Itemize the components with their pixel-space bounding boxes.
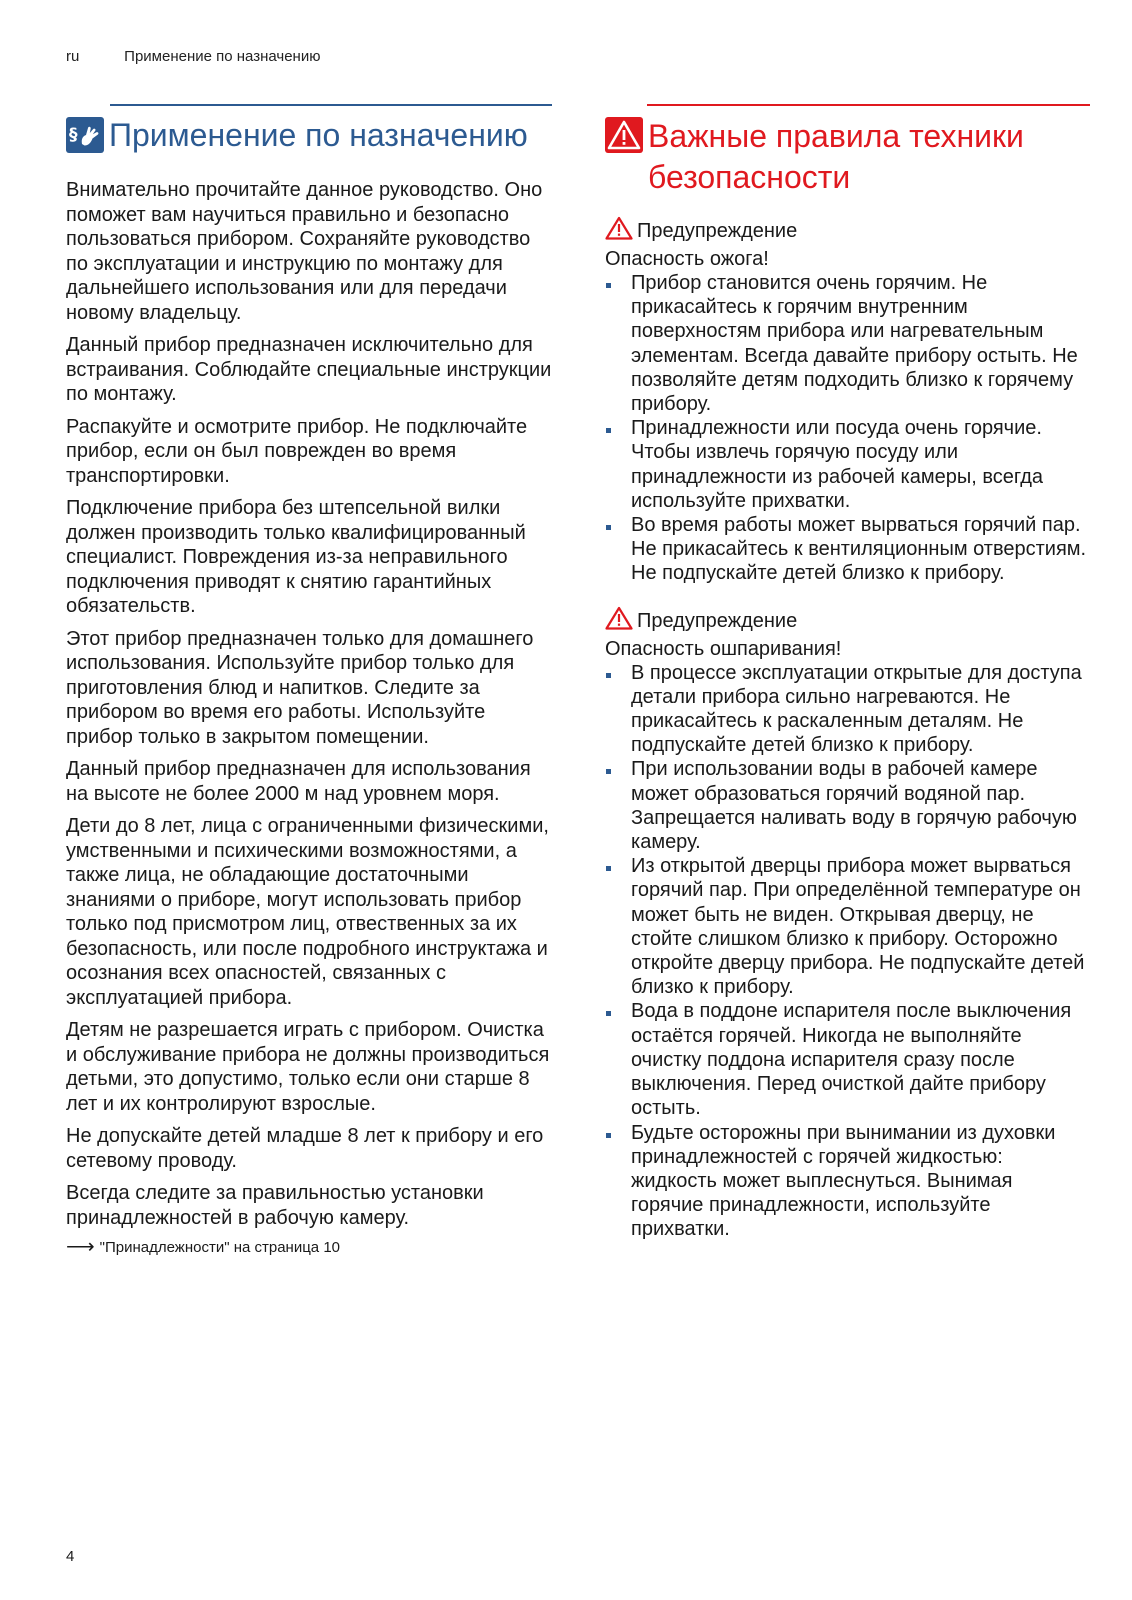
section-rule <box>110 104 552 106</box>
paragraph: Данный прибор предназначен для использования на высоте не более 2000 м над уровнем моря. <box>66 758 531 805</box>
arrow-right-icon: ⟶ <box>66 1236 95 1258</box>
intended-use-heading-text: Применение по назначению <box>109 117 528 153</box>
warning-block-burn <box>605 216 1090 586</box>
bullet-square <box>606 525 611 530</box>
warning-list <box>605 271 1090 586</box>
safety-section-header <box>605 104 1090 198</box>
running-header <box>66 48 320 65</box>
list-item <box>605 854 1090 999</box>
warning-title-text: Предупреждение <box>637 609 798 632</box>
paragraph: Этот прибор предназначен только для домашнего использования. Используйте прибор только для приготовления блюд и напитков. Следите за прибором во время его работы. Используйте прибор только в закрытом помещении. <box>66 627 534 748</box>
paragraph: Детям не разрешается играть с прибором. Очистка и обслуживание прибора не должны производиться детьми, это допустимо, только если они старше 8 лет и их контролируют взрослые. <box>66 1019 550 1115</box>
list-item-text: При использовании воды в рабочей камере может образоваться горячий водяной пар. Запрещается наливать воду в горячую рабочую камеру. <box>631 758 1077 854</box>
list-item-text: Вода в поддоне испарителя после выключения остаётся горячей. Никогда не выполняйте очистку поддона испарителя сразу после выключения. Перед очисткой дайте прибору остыть. <box>631 1000 1072 1120</box>
list-item <box>605 1121 1090 1242</box>
safety-column <box>605 104 1090 1242</box>
list-item-text: Прибор становится очень горячим. Не прикасайтесь к горячим внутренним поверхностям прибора или нагревательным элементам. Всегда давайте прибору остыть. Не позволяйте детям подходить близко к горячему прибору. <box>631 272 1078 416</box>
intended-use-heading <box>66 116 552 154</box>
warning-title <box>605 606 1090 637</box>
paragraph: Подключение прибора без штепсельной вилки должен производить только квалифицированный специалист. Повреждения из-за неправильного подключения приводят к снятию гарантийных обязательств. <box>66 497 526 617</box>
list-item <box>605 271 1090 416</box>
intended-use-body <box>66 178 552 1256</box>
bullet-square <box>606 428 611 433</box>
running-header-title: Применение по назначению <box>124 48 321 65</box>
bullet-square <box>606 283 611 288</box>
intended-use-column <box>66 104 552 1256</box>
list-item <box>605 513 1090 586</box>
cross-reference-text: "Принадлежности" на страница 10 <box>99 1238 341 1256</box>
list-item-text: В процессе эксплуатации открытые для доступа детали прибора сильно нагреваются. Не прикасайтесь к раскаленным деталям. Не подпускайте детей близко к прибору. <box>631 661 1082 757</box>
warning-icon <box>605 216 633 247</box>
paragraph: Всегда следите за правильностью установки принадлежностей в рабочую камеру. <box>66 1182 484 1229</box>
bullet-square <box>606 769 611 774</box>
intended-use-section-header <box>66 104 552 154</box>
intended-use-icon <box>66 117 104 153</box>
warning-list <box>605 661 1090 1242</box>
warning-triangle-icon <box>605 117 643 153</box>
paragraph: Внимательно прочитайте данное руководство. Оно поможет вам научиться правильно и безопасно пользоваться прибором. Сохраняйте руководство по эксплуатации и инструкцию по монтажу для дальнейшего использования или для передачи новому владельцу. <box>66 179 543 324</box>
cross-reference-link[interactable] <box>66 1238 552 1256</box>
section-rule <box>647 104 1090 106</box>
list-item <box>605 999 1090 1120</box>
bullet-square <box>606 1133 611 1138</box>
list-item <box>605 661 1090 758</box>
list-item-text: Будьте осторожны при вынимании из духовки принадлежностей с горячей жидкостью: жидкость может выплеснуться. Вынимая горячие принадлежности, используйте прихватки. <box>631 1121 1056 1241</box>
svg-text:§: § <box>69 125 78 145</box>
page-number: 4 <box>66 1548 75 1565</box>
list-item-text: Из открытой дверцы прибора может вырваться горячий пар. При определённой температуре он может быть не виден. Открывая дверцу, не стойте слишком близко к прибору. Осторожно откройте дверцу прибора. Не подпускайте детей близко к прибору. <box>631 855 1085 999</box>
warning-title-text: Предупреждение <box>637 220 798 242</box>
paragraph: Распакуйте и осмотрите прибор. Не подключайте прибор, если он был поврежден во время транспортировки. <box>66 415 528 487</box>
list-item-text: Принадлежности или посуда очень горячие. Чтобы извлечь горячую посуду или принадлежности из рабочей камеры, всегда используйте прихватки. <box>631 417 1044 512</box>
warning-block-scald <box>605 606 1090 1242</box>
paragraph: Не допускайте детей младше 8 лет к прибору и его сетевому проводу. <box>66 1125 544 1172</box>
bullet-square <box>606 1011 611 1016</box>
bullet-square <box>606 866 611 871</box>
list-item <box>605 757 1090 854</box>
bullet-square <box>606 673 611 678</box>
paragraph: Данный прибор предназначен исключительно для встраивания. Соблюдайте специальные инструкции по монтажу. <box>66 334 552 405</box>
list-item-text: Во время работы может вырваться горячий пар. Не прикасайтесь к вентиляционным отверстиям. Не подпускайте детей близко к прибору. <box>631 514 1087 585</box>
warning-subtitle: Опасность ожога! <box>605 248 769 270</box>
warning-subtitle: Опасность ошпаривания! <box>605 637 842 660</box>
paragraph: Дети до 8 лет, лица с ограниченными физическими, умственными и психическими возможностями, а также лица, не обладающие достаточными знаниями о приборе, могут использовать прибор только под присмотром лиц, отвественных за их безопасность, или после подробного инструктажа и осознания всех опасностей, связанных с эксплуатацией прибора. <box>66 815 549 1009</box>
language-code: ru <box>66 48 80 65</box>
safety-heading-text: Важные правила техники безопасности <box>648 118 1024 195</box>
safety-heading <box>605 116 1090 198</box>
warning-icon <box>605 606 633 637</box>
list-item <box>605 416 1090 513</box>
warning-title <box>605 216 1090 247</box>
